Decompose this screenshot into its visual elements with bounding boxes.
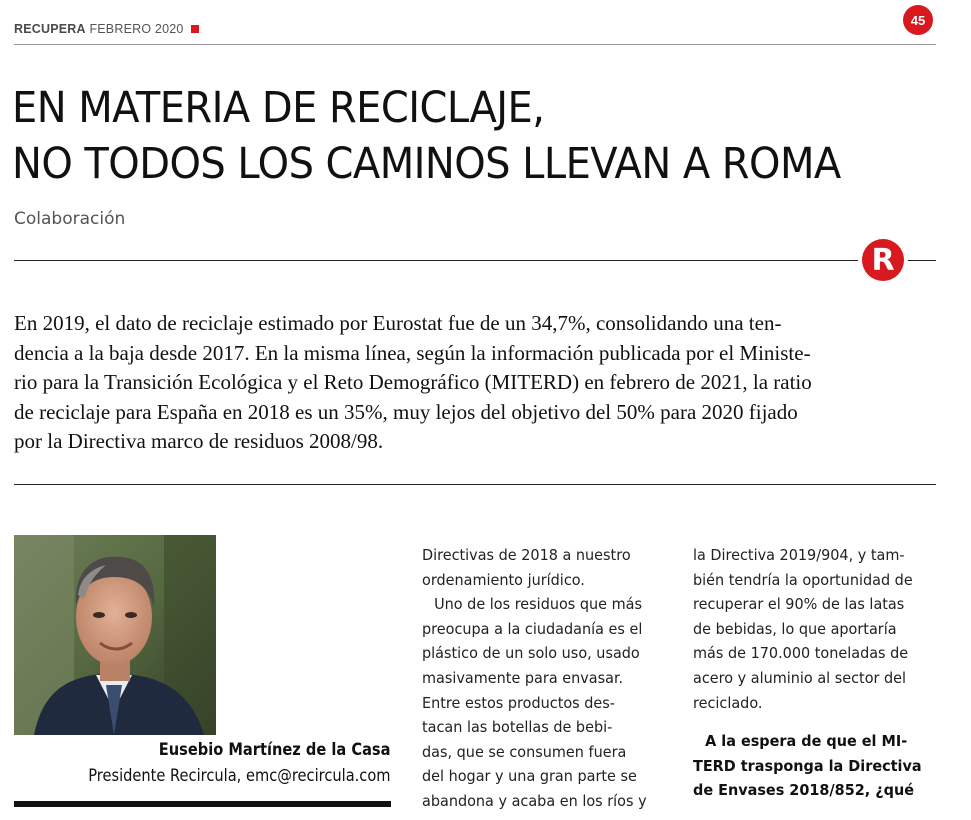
body-line: bién tendría la oportunidad de (693, 570, 913, 589)
magazine-name: RECUPERA (14, 22, 86, 36)
header-divider (14, 44, 936, 45)
subhead-line: TERD trasponga la Directiva (693, 756, 922, 775)
body-line: Uno de los residuos que más (434, 595, 643, 614)
subhead-line: A la espera de que el MI- (705, 732, 908, 751)
body-line: Entre estos productos des- (422, 693, 615, 712)
lead-line: por la Directiva marco de residuos 2008/98. (14, 429, 384, 453)
body-line: más de 170.000 toneladas de (693, 644, 909, 663)
body-line: la Directiva 2019/904, y tam- (693, 546, 905, 564)
paragraph-gap (693, 715, 935, 729)
author-name: Eusebio Martínez de la Casa (159, 740, 391, 760)
lead-line: dencia a la baja desde 2017. En la misma línea, según la información publicada por el Ministe- (14, 340, 811, 365)
body-line: das, que se consumen fuera (422, 742, 627, 761)
body-line: Directivas de 2018 a nuestro (422, 546, 631, 564)
page-number: 45 (903, 5, 933, 35)
subhead-line: de Envases 2018/852, ¿qué (693, 781, 914, 800)
body-line: abandona y acaba en los ríos y (422, 791, 647, 810)
headline-line: EN MATERIA DE RECICLAJE, (12, 83, 545, 133)
section-label: Colaboración (14, 209, 126, 229)
body-line: plástico de un solo uso, usado (422, 644, 640, 663)
lead-paragraph (14, 309, 936, 457)
body-line: tacan las botellas de bebi- (422, 718, 613, 737)
headline-line: NO TODOS LOS CAMINOS LLEVAN A ROMA (12, 139, 841, 189)
author-portrait-image (14, 535, 216, 735)
recupera-logo-icon: R (862, 239, 904, 281)
lead-divider (14, 484, 936, 485)
body-line: reciclado. (693, 693, 763, 712)
body-line: preocupa a la ciudadanía es el (422, 619, 643, 638)
lead-line: rio para la Transición Ecológica y el Reto Demográfico (MITERD) en febrero de 2021, la ratio (14, 370, 812, 394)
body-column-middle (422, 543, 664, 814)
section-divider (14, 260, 936, 261)
body-line: del hogar y una gran parte se (422, 767, 637, 786)
body-column-right (693, 543, 935, 803)
headline (12, 80, 886, 192)
issue-date: FEBRERO 2020 (89, 22, 184, 36)
body-line: de bebidas, lo que aportaría (693, 619, 897, 638)
author-photo (14, 535, 216, 735)
red-square-icon (191, 25, 199, 33)
byline-bar (14, 801, 391, 807)
lead-line: de reciclaje para España en 2018 es un 35%, muy lejos del objetivo del 50% para 2020 fijado (14, 399, 798, 424)
lead-line: En 2019, el dato de reciclaje estimado por Eurostat fue de un 34,7%, consolidando una ten- (14, 311, 782, 335)
body-line: ordenamiento jurídico. (422, 570, 585, 589)
body-line: masivamente para envasar. (422, 668, 624, 687)
author-role: Presidente Recircula, emc@recircula.com (88, 766, 391, 786)
running-head (14, 22, 199, 36)
body-line: recuperar el 90% de las latas (693, 595, 905, 614)
body-line: acero y aluminio al sector del (693, 668, 907, 687)
